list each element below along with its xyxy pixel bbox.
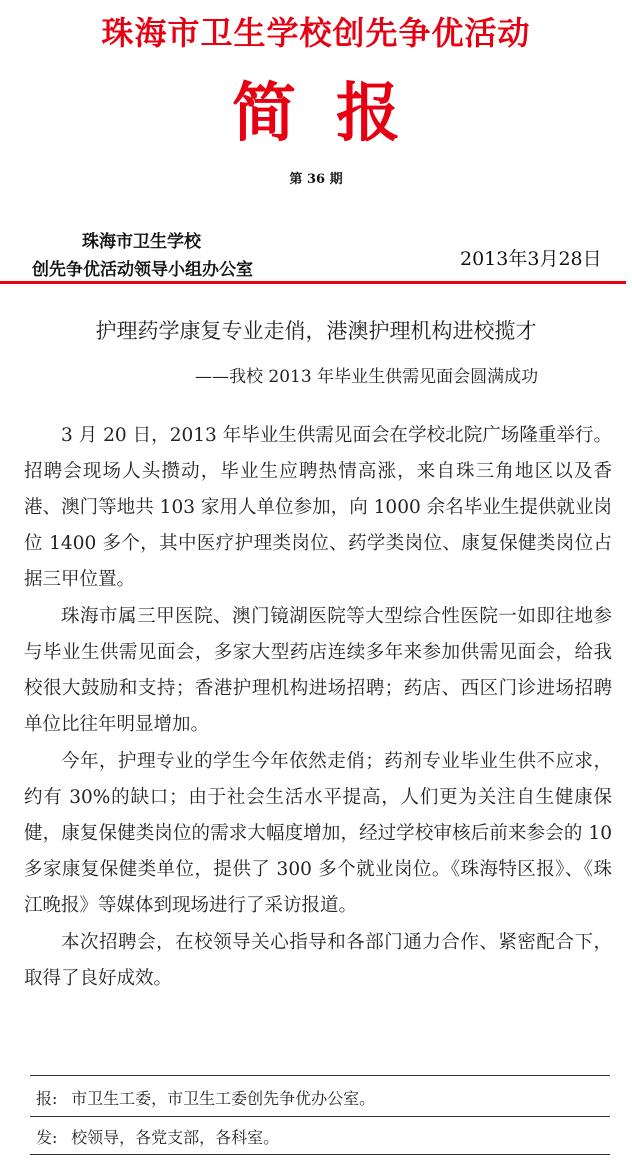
bulletin-title: 简报	[232, 77, 440, 151]
footer-divider	[30, 1075, 610, 1076]
footer-divider	[30, 1116, 610, 1117]
issue-number: 第 36 期	[289, 172, 343, 187]
issue-date: 2013年3月28日	[460, 248, 602, 270]
report-recipients: 市卫生工委，市卫生工委创先争优办公室。	[71, 1089, 376, 1108]
org-title: 珠海市卫生学校创先争优活动	[101, 14, 531, 52]
paragraph: 本次招聘会，在校领导关心指导和各部门通力合作、紧密配合下，取得了良好成效。	[24, 932, 612, 989]
report-label: 报:	[36, 1089, 58, 1108]
issuer-school: 珠海市卫生学校	[82, 232, 201, 252]
report-to-line	[36, 1086, 375, 1109]
header-divider	[0, 281, 626, 284]
paragraph: 珠海市属三甲医院、澳门镜湖医院等大型综合性医院一如即往地参与毕业生供需见面会，多家大型药店连续多年来参加供需见面会，给我校很大鼓励和支持；香港护理机构进场招聘；药店、西区门诊进场招聘单位比往年明显增加。	[24, 606, 612, 735]
issuer-block	[32, 228, 253, 284]
footer-divider	[30, 1154, 610, 1155]
send-label: 发:	[36, 1128, 58, 1147]
send-to-line	[36, 1125, 279, 1148]
send-recipients: 校领导，各党支部，各科室。	[71, 1128, 280, 1147]
article-subtitle: ——我校 2013 年毕业生供需见面会圆满成功	[195, 367, 539, 387]
paragraph: 今年，护理专业的学生今年依然走俏；药剂专业毕业生供不应求，约有 30%的缺口；由于社会生活水平提高，人们更为关注自生健康保健，康复保健类岗位的需求大幅度增加，经过学校审核后前来参会的 10 多家康复保健类单位，提供了 300 多个就业岗位。《珠海特区报》、《珠江晚报》等媒体到现场进行了采访报道。	[24, 751, 612, 916]
article-body	[24, 418, 612, 998]
paragraph: 3 月 20 日，2013 年毕业生供需见面会在学校北院广场隆重举行。招聘会现场人头攒动，毕业生应聘热情高涨，来自珠三角地区以及香港、澳门等地共 103 家用人单位参加，向 1000 余名毕业生提供就业岗位 1400 多个，其中医疗护理类岗位、药学类岗位、康复保健类岗位占据三甲位置。	[24, 425, 612, 590]
issuer-office: 创先争优活动领导小组办公室	[32, 260, 253, 280]
article-title: 护理药学康复专业走俏，港澳护理机构进校揽才	[95, 319, 537, 343]
